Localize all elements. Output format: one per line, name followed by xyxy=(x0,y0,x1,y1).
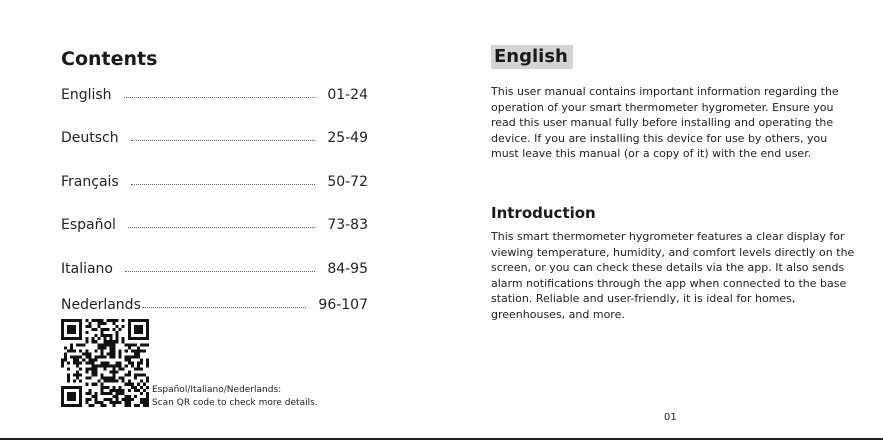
toc-entry-deutsch xyxy=(61,126,368,146)
toc-language: English xyxy=(61,87,112,103)
toc-leader xyxy=(131,140,316,141)
toc-leader xyxy=(125,271,315,272)
manual-intro-paragraph: This user manual contains important information regarding the operation of your smart thermometer hygrometer. Ensure you read this user manual fully before installing and operating the device. If you are installing this device for use by others, you must leave this manual (or a copy of it) with the end user. xyxy=(491,85,839,161)
toc-leader xyxy=(131,184,316,185)
page-number: 01 xyxy=(664,412,677,423)
toc-language: Español xyxy=(61,217,116,233)
page-bottom-rule xyxy=(0,438,883,440)
qr-caption-languages: Español/Italiano/Nederlands: xyxy=(152,385,282,395)
toc-pages: 50-72 xyxy=(327,174,368,190)
toc-pages: 73-83 xyxy=(327,217,368,233)
toc-entry-espanol xyxy=(61,213,368,233)
language-heading: English xyxy=(491,45,573,69)
contents-page xyxy=(0,0,441,438)
toc-language: Nederlands xyxy=(61,297,141,313)
toc-language: Deutsch xyxy=(61,130,119,146)
english-page xyxy=(441,0,883,438)
contents-title: Contents xyxy=(61,48,158,70)
toc-pages: 01-24 xyxy=(327,87,368,103)
toc-entry-english xyxy=(61,83,368,103)
toc-pages: 84-95 xyxy=(327,261,368,277)
toc-language: Italiano xyxy=(61,261,113,277)
toc-entry-nederlands xyxy=(61,293,368,313)
qr-caption-instruction: Scan QR code to check more details. xyxy=(152,398,318,408)
toc-leader xyxy=(142,307,307,308)
toc-leader xyxy=(124,97,316,98)
toc-pages: 96-107 xyxy=(318,297,368,313)
toc-leader xyxy=(128,227,315,228)
toc-language: Français xyxy=(61,174,119,190)
qr-code-icon[interactable] xyxy=(61,319,149,407)
qr-caption xyxy=(152,384,318,410)
toc-pages: 25-49 xyxy=(327,130,368,146)
toc-entry-francais xyxy=(61,170,368,190)
introduction-heading: Introduction xyxy=(491,204,596,222)
introduction-paragraph: This smart thermometer hygrometer features a clear display for viewing temperature, humidity, and comfort levels directly on the screen, or you can check these details via the app. It also sends alarm notifications through the app when connected to the base station. Reliable and user-friendly, it is ideal for homes, greenhouses, and more. xyxy=(491,230,855,321)
toc-entry-italiano xyxy=(61,257,368,277)
